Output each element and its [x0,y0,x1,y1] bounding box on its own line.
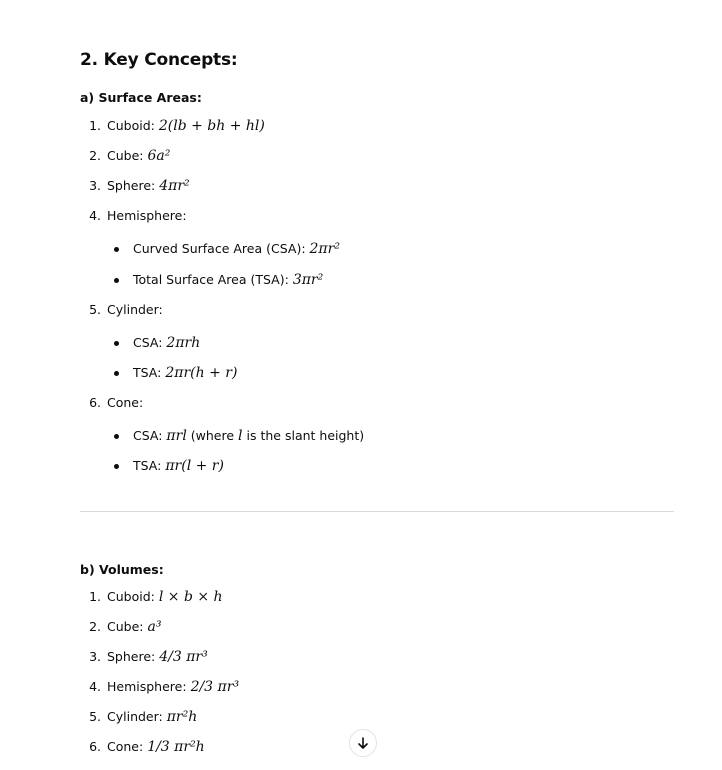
formula: 2(lb + bh + hl) [158,118,265,134]
bullet-icon [114,341,119,346]
formula: 2πr(h + r) [165,365,238,381]
formula: 3πr² [292,272,324,288]
arrow-down-icon [356,736,370,750]
section-heading: 2. Key Concepts: [80,50,238,70]
bullet-icon [114,434,119,439]
formula: 1/3 πr²h [147,739,205,755]
formula: 4/3 πr³ [159,649,208,665]
divider [80,511,674,512]
surface-areas-heading: a) Surface Areas: [80,90,202,105]
bullet-icon [114,464,119,469]
formula: 2/3 πr³ [190,679,240,695]
formula: πrl [166,428,187,444]
bullet-icon [114,278,119,283]
formula: πr(l + r) [165,458,224,474]
formula: 2πrh [166,335,201,351]
formula: 6a² [147,148,171,164]
scroll-to-bottom-button[interactable] [349,729,377,757]
bullet-icon [114,247,119,252]
formula: πr²h [166,709,198,725]
formula: 2πr² [309,241,340,257]
formula: a³ [147,619,162,635]
formula: 4πr² [159,178,190,194]
bullet-icon [114,371,119,376]
volumes-heading: b) Volumes: [80,562,164,577]
formula: l × b × h [158,589,223,605]
